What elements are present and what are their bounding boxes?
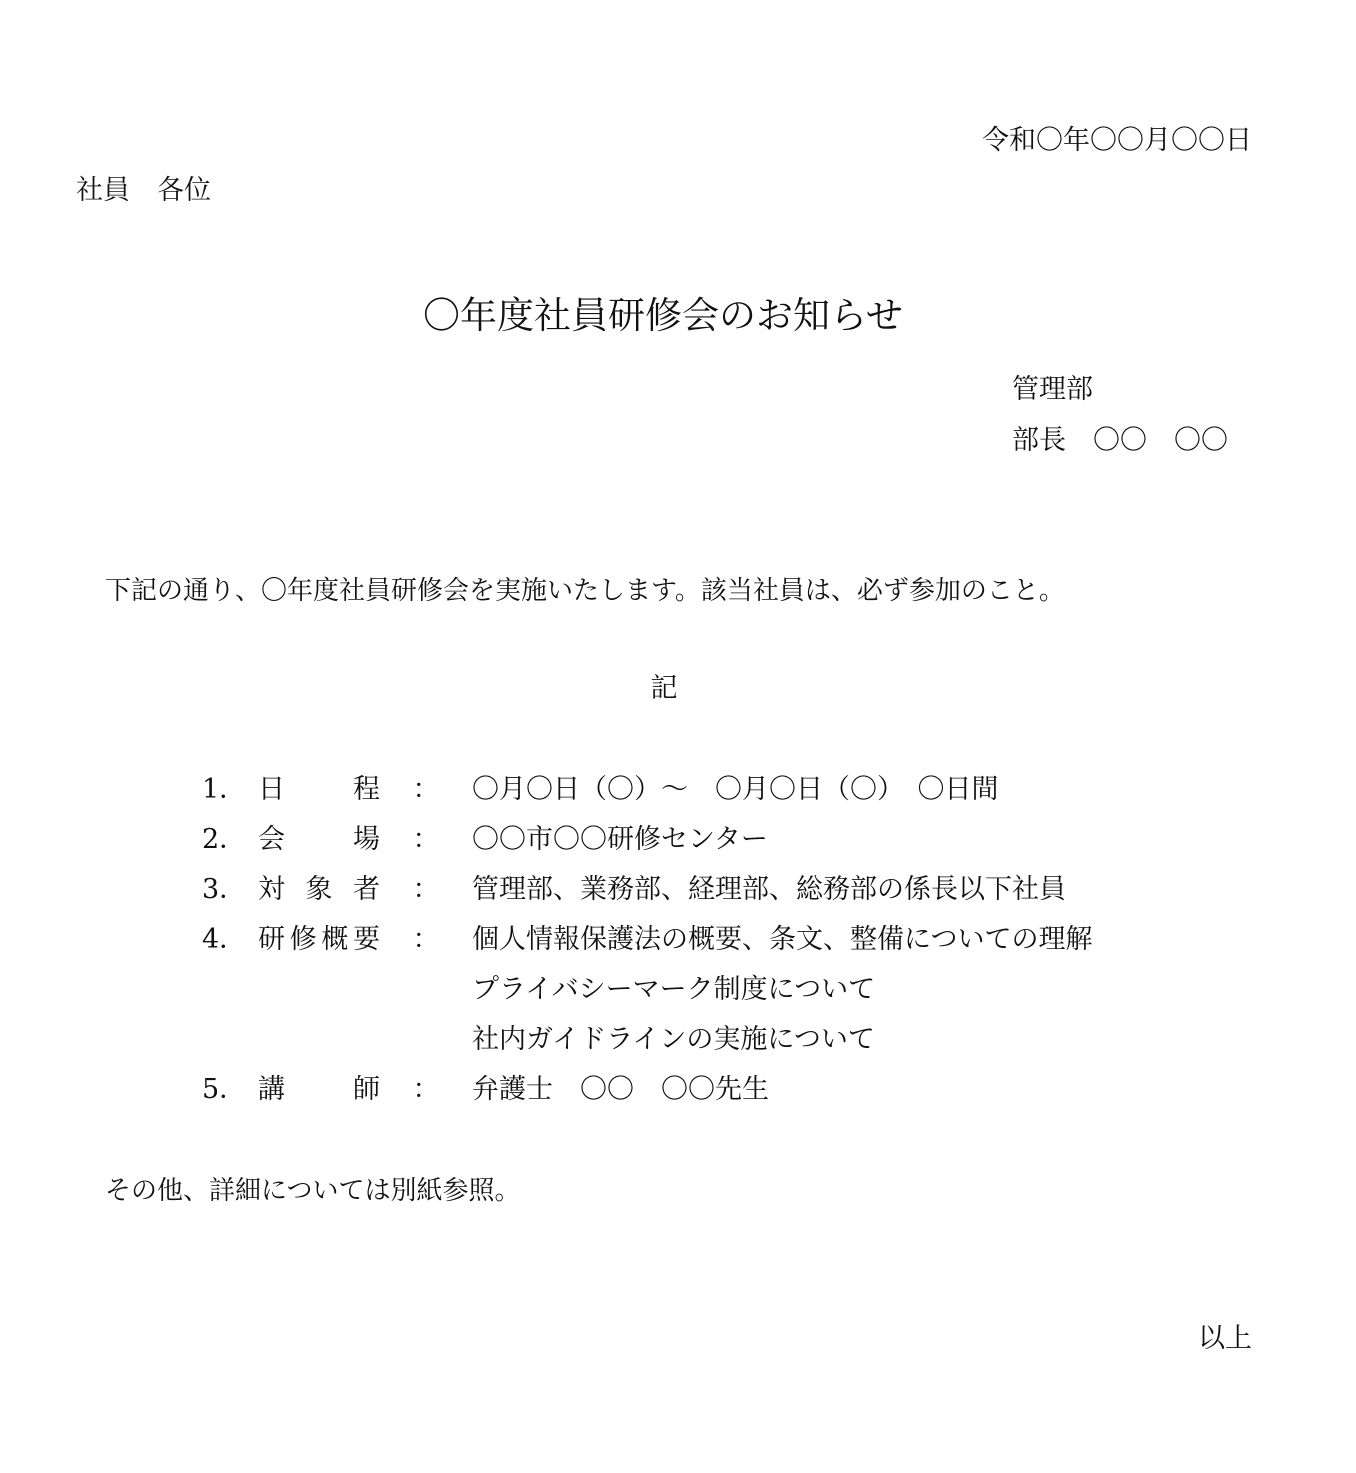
item-label: 講 師: [258, 1074, 380, 1105]
item-value: 〇月〇日（〇）～ 〇月〇日（〇） 〇日間: [472, 774, 999, 805]
item-value: 社内ガイドラインの実施について: [472, 1024, 875, 1055]
item-label: 研 修 概 要: [258, 924, 380, 955]
detail-row-instructor: [202, 1073, 1092, 1123]
detail-row-overview-cont: [202, 1023, 1092, 1073]
item-number: 5．: [202, 1074, 247, 1105]
item-number: 1．: [202, 774, 247, 805]
body-text: 下記の通り、〇年度社員研修会を実施いたします。該当社員は、必ず参加のこと。: [105, 576, 1065, 606]
sender-block: [1012, 373, 1228, 475]
item-label: 対 象 者: [258, 874, 380, 905]
document-title: 〇年度社員研修会のお知らせ: [423, 294, 903, 337]
item-number: 2．: [202, 824, 247, 855]
detail-row-overview: [202, 923, 1092, 973]
sender-position: 部長 〇〇 〇〇: [1012, 425, 1228, 456]
item-value: プライバシーマーク制度について: [472, 974, 876, 1005]
detail-row-overview-cont: [202, 973, 1092, 1023]
item-label: 日 程: [258, 774, 380, 805]
item-colon: ：: [412, 774, 440, 805]
end-mark: 以上: [1198, 1323, 1252, 1354]
sender-department: 管理部: [1012, 374, 1093, 405]
item-colon: ：: [412, 1074, 440, 1105]
item-number: 3．: [202, 874, 247, 905]
item-colon: ：: [412, 924, 440, 955]
item-number: 4．: [202, 924, 247, 955]
item-label: 会 場: [258, 824, 380, 855]
item-value: 管理部、業務部、経理部、総務部の係長以下社員: [472, 874, 1066, 905]
item-value: 弁護士 〇〇 〇〇先生: [472, 1074, 769, 1105]
item-colon: ：: [412, 824, 440, 855]
detail-row-schedule: [202, 773, 1092, 823]
ki-heading: 記: [650, 673, 678, 704]
item-value: 個人情報保護法の概要、条文、整備についての理解: [472, 924, 1093, 955]
details-list: [202, 773, 1092, 1123]
closing-text: その他、詳細については別紙参照。: [105, 1176, 521, 1206]
item-colon: ：: [412, 874, 440, 905]
addressee: 社員 各位: [76, 175, 211, 206]
detail-row-target: [202, 873, 1092, 923]
detail-row-venue: [202, 823, 1092, 873]
item-value: 〇〇市〇〇研修センター: [472, 824, 768, 855]
document-date: 令和〇年〇〇月〇〇日: [982, 125, 1252, 156]
